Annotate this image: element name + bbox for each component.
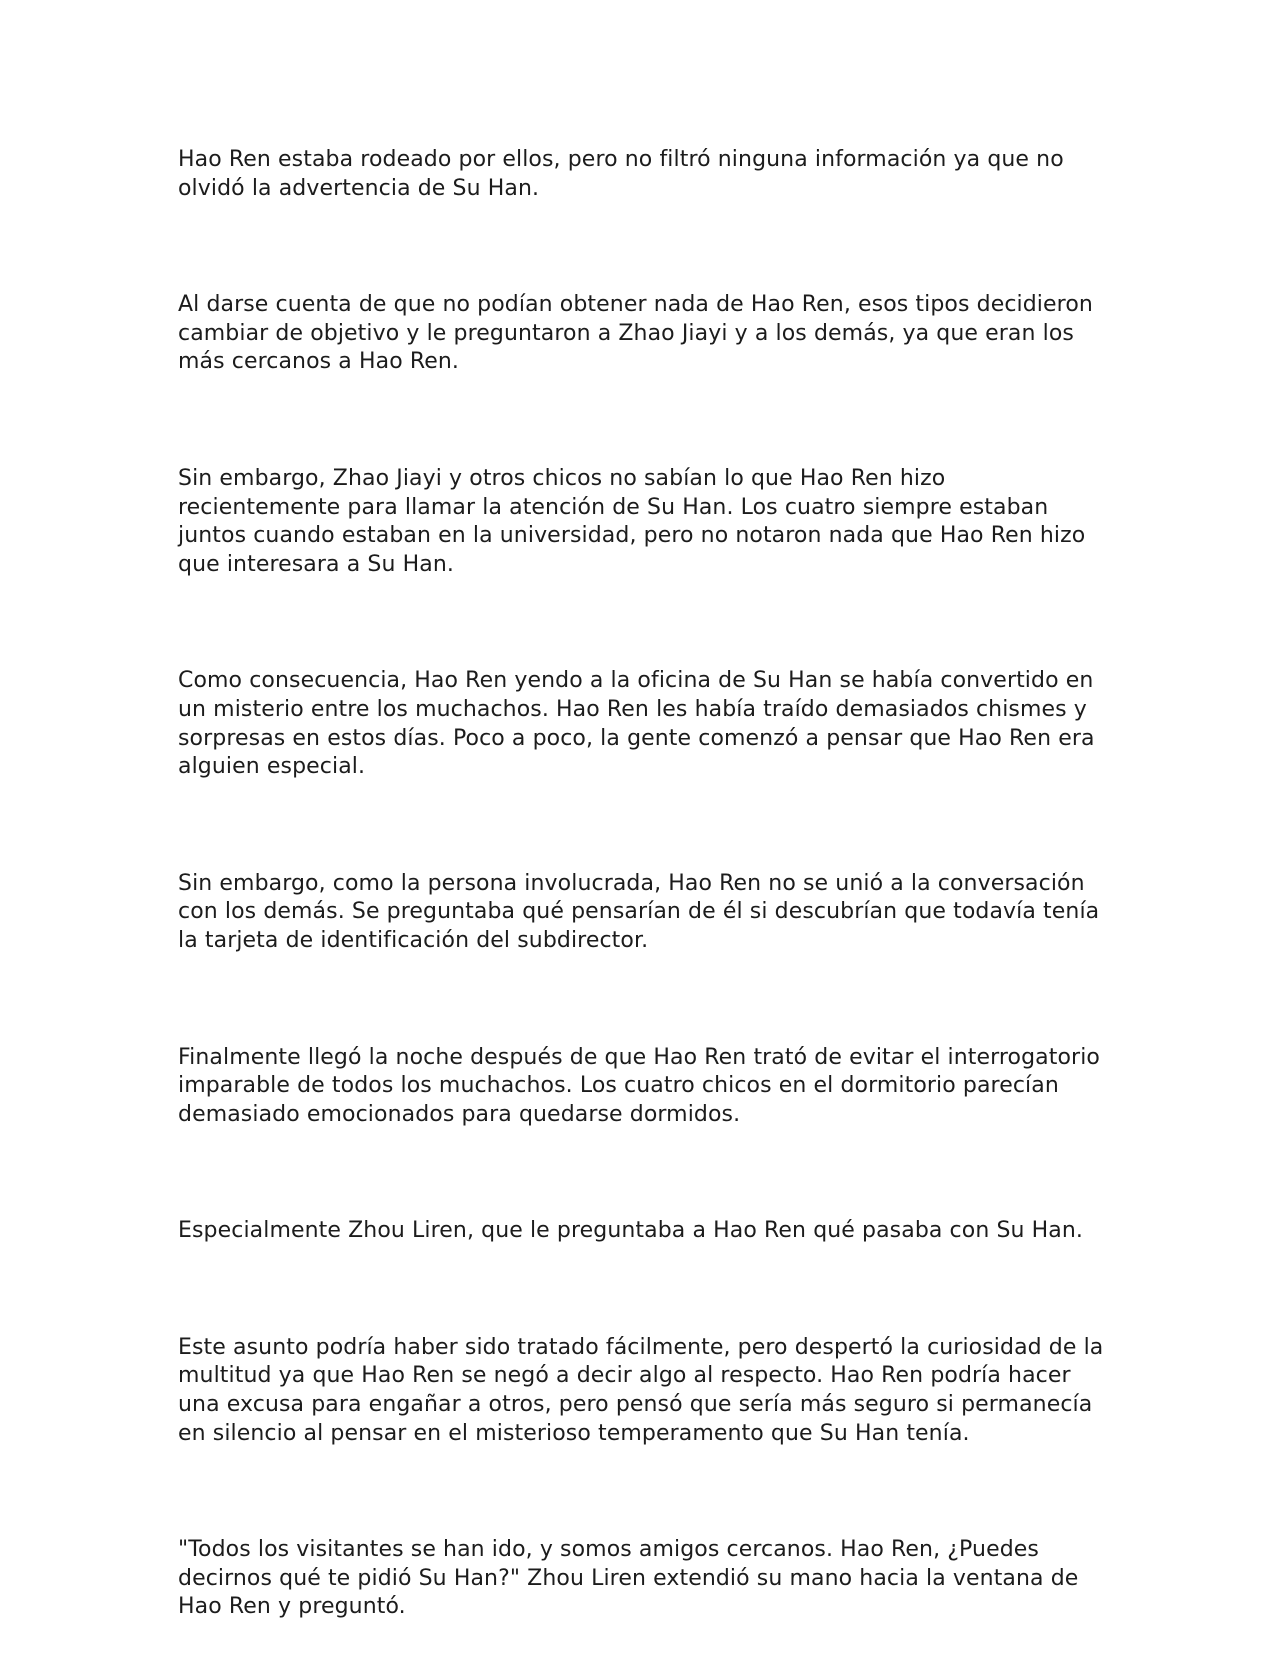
paragraph-7: Especialmente Zhou Liren, que le preguntaba a Hao Ren qué pasaba con Su Han.: [178, 1218, 1084, 1244]
paragraph-3: Sin embargo, Zhao Jiayi y otros chicos no sabían lo que Hao Ren hizo recientemente para llamar la atención de Su Han. Los cuatro siempre estaban juntos cuando estaban en la universidad, pero no notaron nada que Hao Ren hizo que interesara a Su Han.: [178, 465, 1086, 577]
paragraph-9: "Todos los visitantes se han ido, y somos amigos cercanos. Hao Ren, ¿Puedes decirnos qué te pidió Su Han?" Zhou Liren extendió su mano hacia la ventana de Hao Ren y preguntó.: [178, 1537, 1079, 1620]
paragraph-1: Hao Ren estaba rodeado por ellos, pero no filtró ninguna información ya que no olvidó la advertencia de Su Han.: [178, 147, 1064, 201]
paragraph-8: Este asunto podría haber sido tratado fácilmente, pero despertó la curiosidad de la multitud ya que Hao Ren se negó a decir algo al respecto. Hao Ren podría hacer una excusa para engañar a otros, pero pensó que sería más seguro si permanecía en silencio al pensar en el misterioso temperamento que Su Han tenía.: [178, 1334, 1104, 1446]
paragraph-5: Sin embargo, como la persona involucrada, Hao Ren no se unió a la conversación con los demás. Se preguntaba qué pensarían de él si descubrían que todavía tenía la tarjeta de identificación del subdirector.: [178, 870, 1100, 953]
document-body: [178, 146, 1108, 1622]
paragraph-4: Como consecuencia, Hao Ren yendo a la oficina de Su Han se había convertido en un misterio entre los muchachos. Hao Ren les había traído demasiados chismes y sorpresas en estos días. Poco a poco, la gente comenzó a pensar que Hao Ren era alguien especial.: [178, 668, 1095, 780]
paragraph-6: Finalmente llegó la noche después de que Hao Ren trató de evitar el interrogatorio imparable de todos los muchachos. Los cuatro chicos en el dormitorio parecían demasiado emocionados para quedarse dormidos.: [178, 1044, 1100, 1127]
paragraph-2: Al darse cuenta de que no podían obtener nada de Hao Ren, esos tipos decidieron cambiar de objetivo y le preguntaron a Zhao Jiayi y a los demás, ya que eran los más cercanos a Hao Ren.: [178, 292, 1093, 375]
